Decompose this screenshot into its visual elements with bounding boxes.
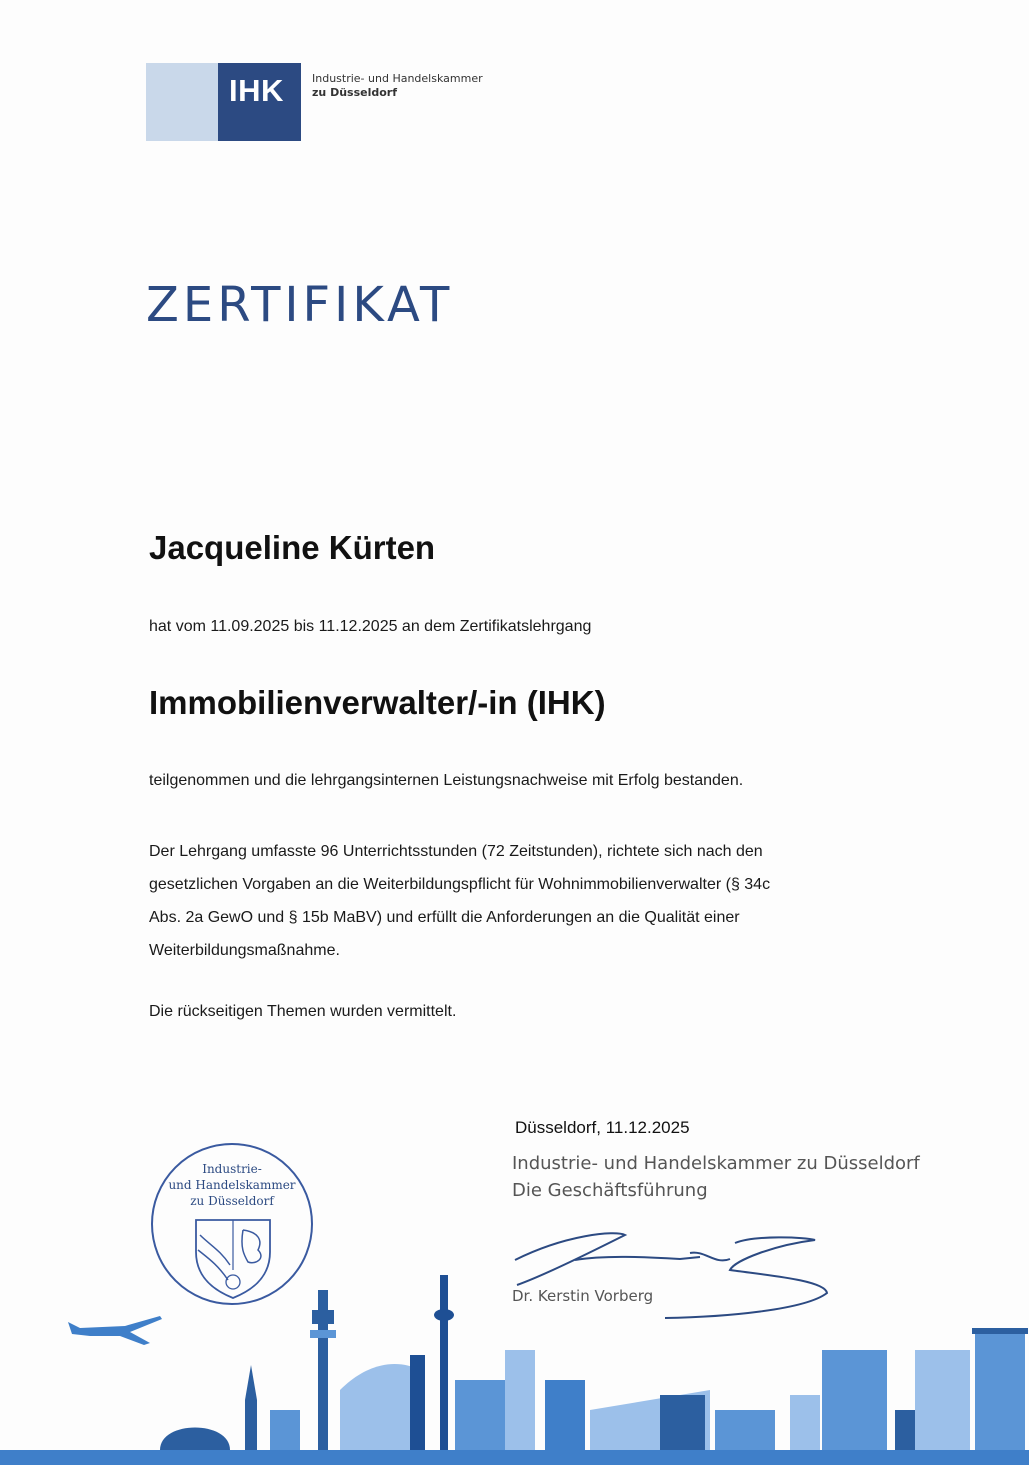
logo-text xyxy=(312,72,483,100)
details-line: Der Lehrgang umfasste 96 Unterrichtsstunden (72 Zeitstunden), richtete sich nach den xyxy=(149,843,763,860)
details-line: Weiterbildungsmaßnahme. xyxy=(149,942,340,959)
course-name: Immobilienverwalter/-in (IHK) xyxy=(149,684,606,721)
details-line: gesetzlichen Vorgaben an die Weiterbildungspflicht für Wohnimmobilienverwalter (§ 34c xyxy=(149,876,771,893)
result-text: teilgenommen und die lehrgangsinternen Leistungsnachweise mit Erfolg bestanden. xyxy=(149,772,744,789)
logo-abbreviation: IHK xyxy=(229,73,284,108)
logo-line-1: Industrie- und Handelskammer xyxy=(312,72,483,85)
period-text: hat vom 11.09.2025 bis 11.12.2025 an dem Zertifikatslehrgang xyxy=(149,618,592,635)
organization-department: Die Geschäftsführung xyxy=(512,1180,708,1201)
airplane-icon xyxy=(68,1316,162,1345)
city-skyline-illustration xyxy=(0,1270,1029,1465)
certificate-title: ZERTIFIKAT xyxy=(146,277,454,333)
seal-line-1: Industrie- xyxy=(202,1162,262,1176)
ihk-logo xyxy=(146,63,506,143)
seal-line-3: zu Düsseldorf xyxy=(190,1194,274,1208)
organization-name: Industrie- und Handelskammer zu Düsseldorf xyxy=(512,1153,920,1174)
seal-line-2: und Handelskammer xyxy=(168,1178,296,1192)
place-and-date: Düsseldorf, 11.12.2025 xyxy=(515,1118,690,1137)
topics-note: Die rückseitigen Themen wurden vermittelt. xyxy=(149,1003,457,1020)
logo-line-2: zu Düsseldorf xyxy=(312,86,397,99)
recipient-name: Jacqueline Kürten xyxy=(149,529,436,566)
details-line: Abs. 2a GewO und § 15b MaBV) und erfüllt die Anforderungen an die Qualität einer xyxy=(149,909,740,926)
signer-name: Dr. Kerstin Vorberg xyxy=(512,1287,654,1305)
course-details xyxy=(149,835,909,967)
